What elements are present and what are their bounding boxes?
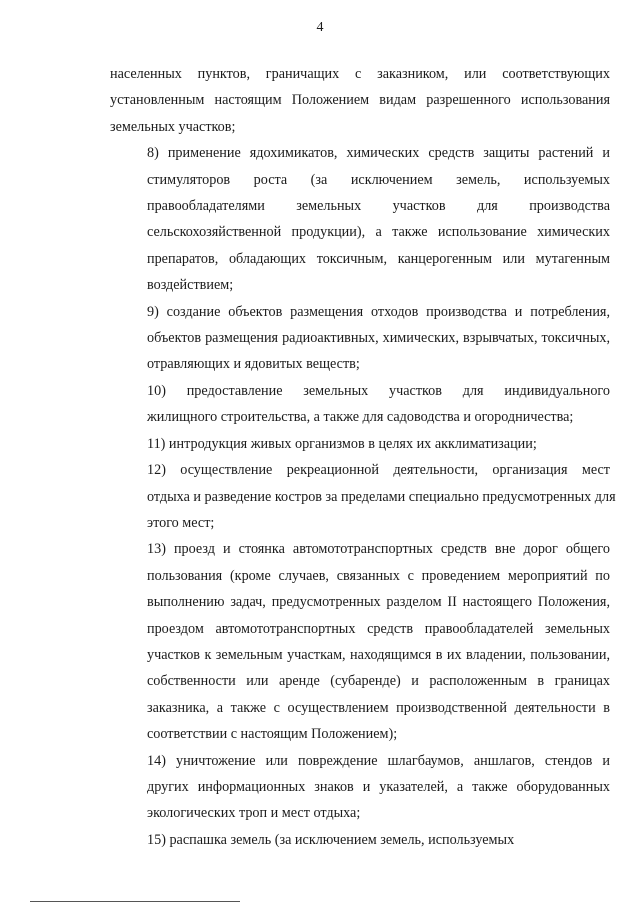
text-line: соответствии с настоящим Положением); <box>147 726 398 743</box>
text-line: правообладателями земельных участков для производства <box>147 198 610 215</box>
footer-rule <box>30 901 240 902</box>
text-line: земельных участков; <box>110 118 236 135</box>
paragraph <box>110 61 610 140</box>
text-line: 8) применение ядохимикатов, химических средств защиты растений и <box>147 145 610 162</box>
text-line: участков к земельным участкам, находящимся в их владении, пользовании, <box>147 646 610 663</box>
text-line: 10) предоставление земельных участков для индивидуального <box>147 382 610 399</box>
text-line: отдыха и разведение костров за пределами специально предусмотренных для <box>147 488 616 505</box>
text-line: 12) осуществление рекреационной деятельности, организация мест <box>147 462 610 479</box>
text-line: препаратов, обладающих токсичным, канцерогенным или мутагенным <box>147 250 610 267</box>
text-line: установленным настоящим Положением видам разрешенного использования <box>110 92 610 109</box>
text-line: воздействием; <box>147 277 234 294</box>
text-line: собственности или аренде (субаренде) и расположенным в границах <box>147 673 610 690</box>
paragraph <box>110 748 610 827</box>
text-line: сельскохозяйственной продукции), а также использование химических <box>147 224 610 241</box>
text-line: жилищного строительства, а также для садоводства и огородничества; <box>147 409 574 426</box>
page-number: 4 <box>316 20 324 35</box>
paragraph <box>110 457 616 536</box>
document-body <box>110 61 616 853</box>
text-line: выполнению задач, предусмотренных разделом II настоящего Положения, <box>147 594 610 611</box>
text-line: 13) проезд и стоянка автомототранспортных средств вне дорог общего <box>147 541 610 558</box>
text-line: других информационных знаков и указателей, а также оборудованных <box>147 778 610 795</box>
paragraph <box>110 299 610 378</box>
text-line: проездом автомототранспортных средств правообладателей земельных <box>147 620 610 637</box>
text-line: 14) уничтожение или повреждение шлагбаумов, аншлагов, стендов и <box>147 752 610 769</box>
text-line: экологических троп и мест отдыха; <box>147 805 361 822</box>
paragraph <box>110 536 610 747</box>
paragraph <box>110 827 610 853</box>
text-line: стимуляторов роста (за исключением земель, используемых <box>147 171 610 188</box>
paragraph <box>110 378 610 431</box>
paragraph <box>110 431 610 457</box>
text-line: этого мест; <box>147 514 215 531</box>
text-line: 15) распашка земель (за исключением земель, используемых <box>147 831 515 848</box>
paragraph <box>110 140 610 298</box>
text-line: 9) создание объектов размещения отходов производства и потребления, <box>147 303 610 320</box>
text-line: объектов размещения радиоактивных, химических, взрывчатых, токсичных, <box>147 330 610 347</box>
text-line: 11) интродукция живых организмов в целях их акклиматизации; <box>147 435 537 452</box>
text-line: пользования (кроме случаев, связанных с проведением мероприятий по <box>147 567 610 584</box>
text-line: заказника, а также с осуществлением производственной деятельности в <box>147 699 610 716</box>
text-line: отравляющих и ядовитых веществ; <box>147 356 360 373</box>
text-line: населенных пунктов, граничащих с заказником, или соответствующих <box>110 66 610 82</box>
